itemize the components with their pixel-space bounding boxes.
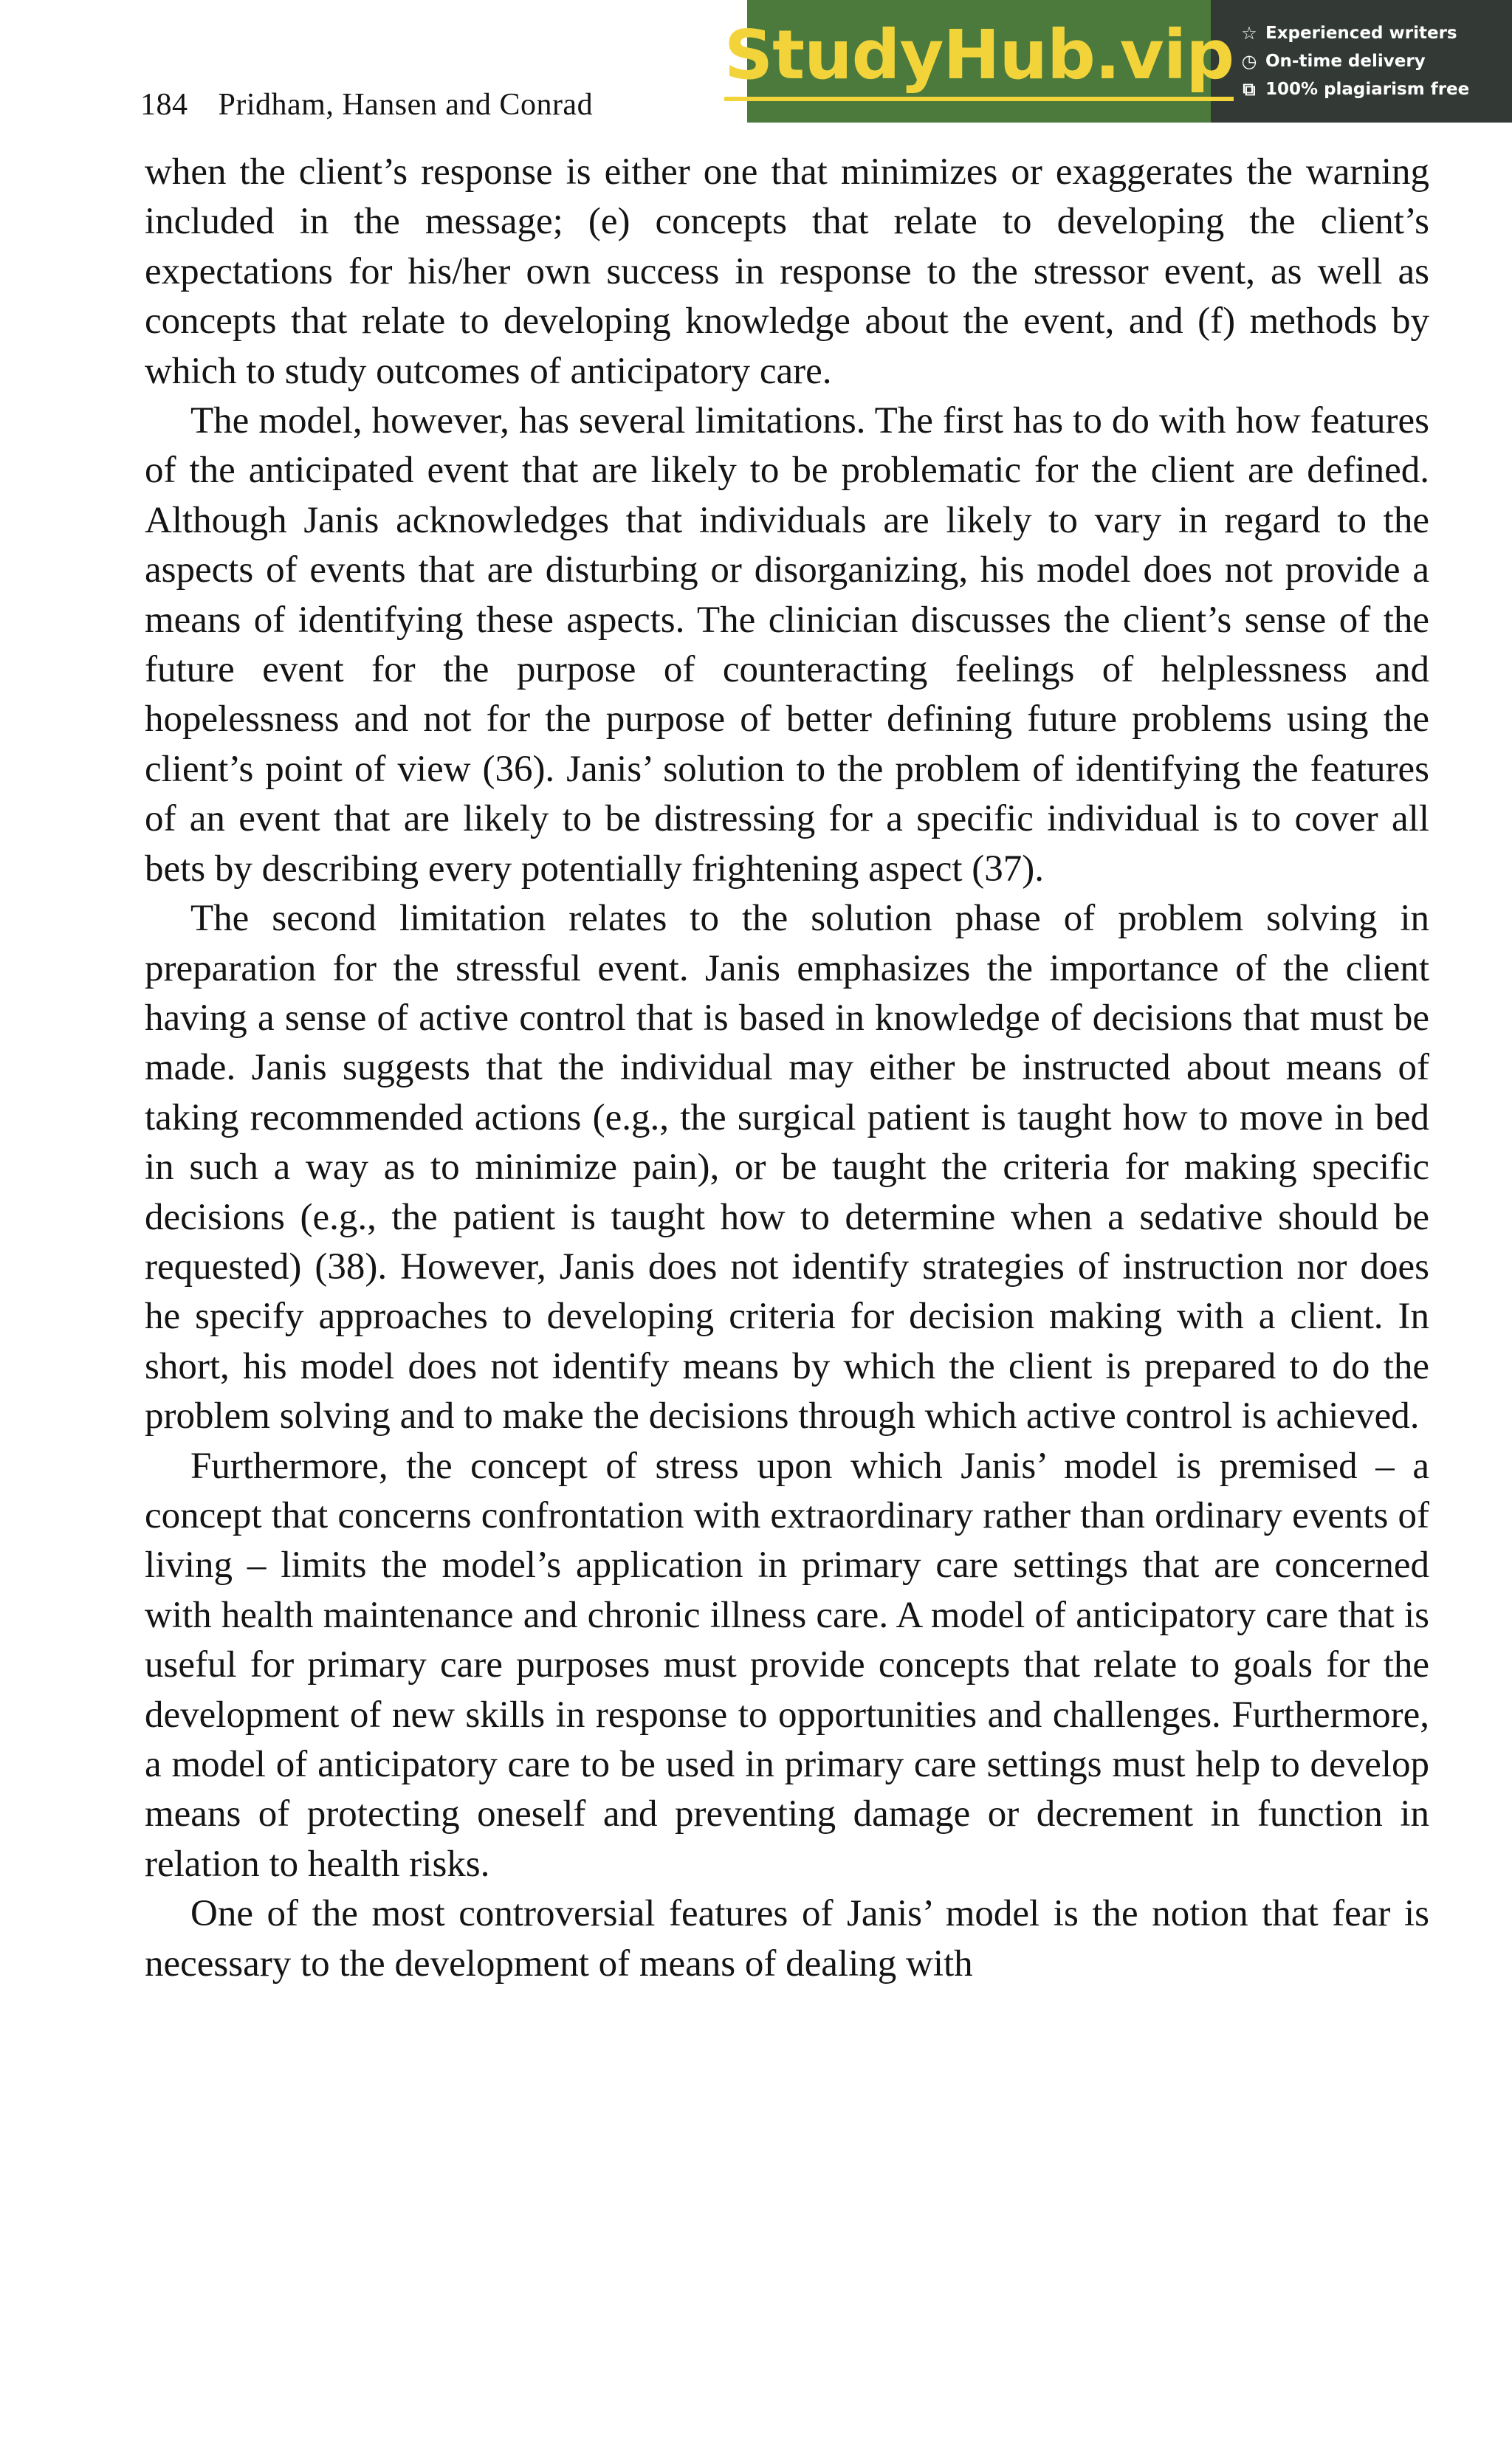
- badge-label: On-time delivery: [1265, 52, 1426, 71]
- running-head-authors: Pridham, Hansen and Conrad: [218, 88, 594, 122]
- running-head: [140, 87, 593, 123]
- star-icon: ☆: [1241, 23, 1257, 44]
- badge-experienced-writers: [1239, 23, 1512, 44]
- badge-label: Experienced writers: [1265, 24, 1457, 43]
- badge-on-time-delivery: [1239, 51, 1512, 72]
- page-body: [145, 148, 1429, 1989]
- watermark-badges: [1211, 0, 1512, 123]
- watermark-banner[interactable]: [724, 0, 1512, 123]
- copy-icon: ⧉: [1243, 79, 1256, 100]
- watermark-logo: StudyHub.vip: [724, 21, 1234, 101]
- badge-plagiarism-free: [1239, 79, 1512, 100]
- paragraph: Furthermore, the concept of stress upon which Janis’ model is premised – a concept that concerns confrontation with extraordinary rather than ordinary events of living – limits the model’s application in primary care settings that are concerned with health maintenance and chronic illness care. A model of anticipatory care that is useful for primary care purposes must provide concepts that relate to goals for the development of new skills in response to opportunities and challenges. Furthermore, a model of anticipatory care to be used in primary care settings must help to develop means of protecting oneself and preventing damage or decrement in function in relation to health risks.: [145, 1445, 1429, 1885]
- clock-icon: ◷: [1241, 51, 1257, 72]
- paragraph: The second limitation relates to the solution phase of problem solving in preparation for the stressful event. Janis emphasizes the importance of the client having a sense of active control that is based in knowledge of decisions that must be made. Janis suggests that the individual may either be instructed about means of taking recommended actions (e.g., the surgical patient is taught how to move in bed in such a way as to minimize pain), or be taught the criteria for making specific decisions (e.g., the patient is taught how to determine when a sedative should be requested) (38). However, Janis does not identify strategies of instruction nor does he specify approaches to developing criteria for decision making with a client. In short, his model does not identify means by which the client is prepared to do the problem solving and to make the decisions through which active control is achieved.: [145, 898, 1429, 1437]
- paragraph: when the client’s response is either one that minimizes or exaggerates the warning included in the message; (e) concepts that relate to developing the client’s expectations for his/her own success in response to the stressor event, as well as concepts that relate to developing knowledge about the event, and (f) methods by which to study outcomes of anticipatory care.: [145, 151, 1429, 392]
- page-number: 184: [140, 88, 188, 122]
- paragraph: One of the most controversial features of Janis’ model is the notion that fear is necessary to the development of means of dealing with: [145, 1893, 1429, 1985]
- paragraph: The model, however, has several limitations. The first has to do with how features of the anticipated event that are likely to be problematic for the client are defined. Although Janis acknowledges that individuals are likely to vary in regard to the aspects of events that are disturbing or disorganizing, his model does not provide a means of identifying these aspects. The clinician discusses the client’s sense of the future event for the purpose of counteracting feelings of helplessness and hopelessness and not for the purpose of better defining future problems using the client’s point of view (36). Janis’ solution to the problem of identifying the features of an event that are likely to be distressing for a specific individual is to cover all bets by describing every potentially frightening aspect (37).: [145, 400, 1429, 890]
- badge-label: 100% plagiarism free: [1265, 80, 1470, 99]
- watermark-logo-box: [724, 0, 1234, 123]
